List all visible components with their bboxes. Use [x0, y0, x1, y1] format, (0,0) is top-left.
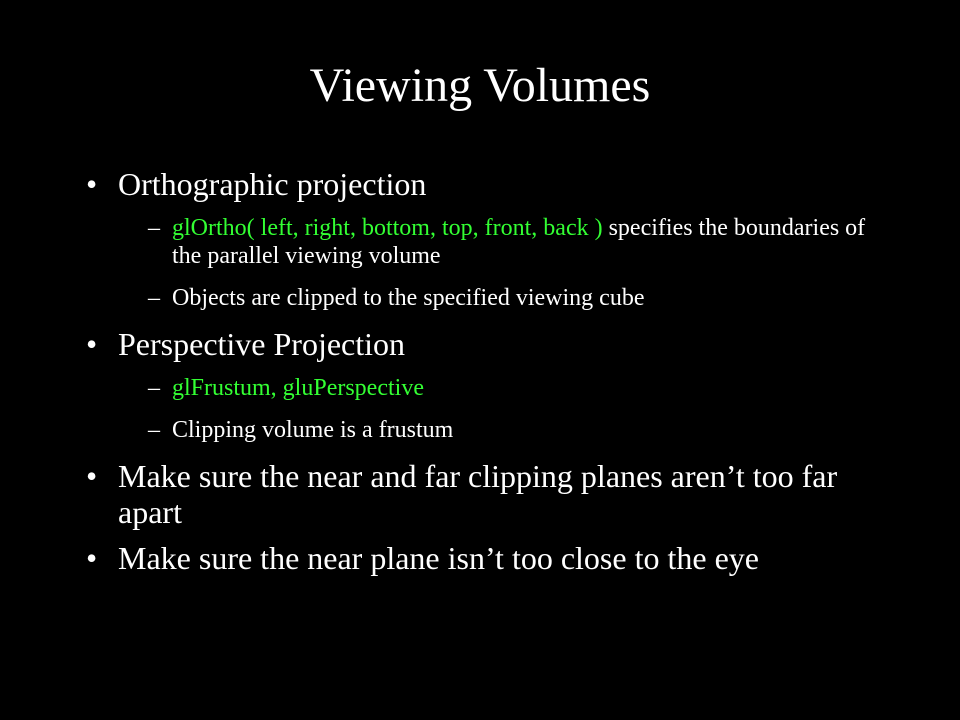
- dash-icon: –: [148, 375, 160, 401]
- bullet-icon: •: [86, 540, 98, 576]
- sub-list: [118, 214, 886, 312]
- bullet-text: Orthographic projection: [118, 166, 427, 202]
- sub-item-text: Objects are clipped to the specified viewing cube: [172, 285, 645, 311]
- sub-item: [130, 284, 886, 312]
- bullet-item: [86, 458, 886, 530]
- bullet-icon: •: [86, 166, 98, 202]
- bullet-item: [86, 326, 886, 444]
- sub-item-text: Clipping volume is a frustum: [172, 417, 454, 443]
- code-text: glOrtho( left, right, bottom, top, front, back ): [172, 215, 603, 241]
- bullet-text: Make sure the near and far clipping planes aren’t too far apart: [118, 458, 838, 530]
- sub-list: [118, 374, 886, 444]
- bullet-list: [86, 166, 886, 586]
- bullet-item: [86, 540, 886, 576]
- dash-icon: –: [148, 215, 160, 241]
- sub-item: [130, 416, 886, 444]
- sub-item: [130, 374, 886, 402]
- bullet-icon: •: [86, 326, 98, 362]
- sub-item-text: specifies the boundaries of the parallel viewing volume: [172, 215, 866, 269]
- slide-title: Viewing Volumes: [309, 59, 651, 112]
- code-text: glFrustum, gluPerspective: [172, 375, 424, 401]
- dash-icon: –: [148, 417, 160, 443]
- bullet-icon: •: [86, 458, 98, 494]
- bullet-text: Make sure the near plane isn’t too close to the eye: [118, 540, 759, 576]
- bullet-text: Perspective Projection: [118, 326, 406, 362]
- sub-item: [130, 214, 886, 270]
- dash-icon: –: [148, 285, 160, 311]
- bullet-item: [86, 166, 886, 312]
